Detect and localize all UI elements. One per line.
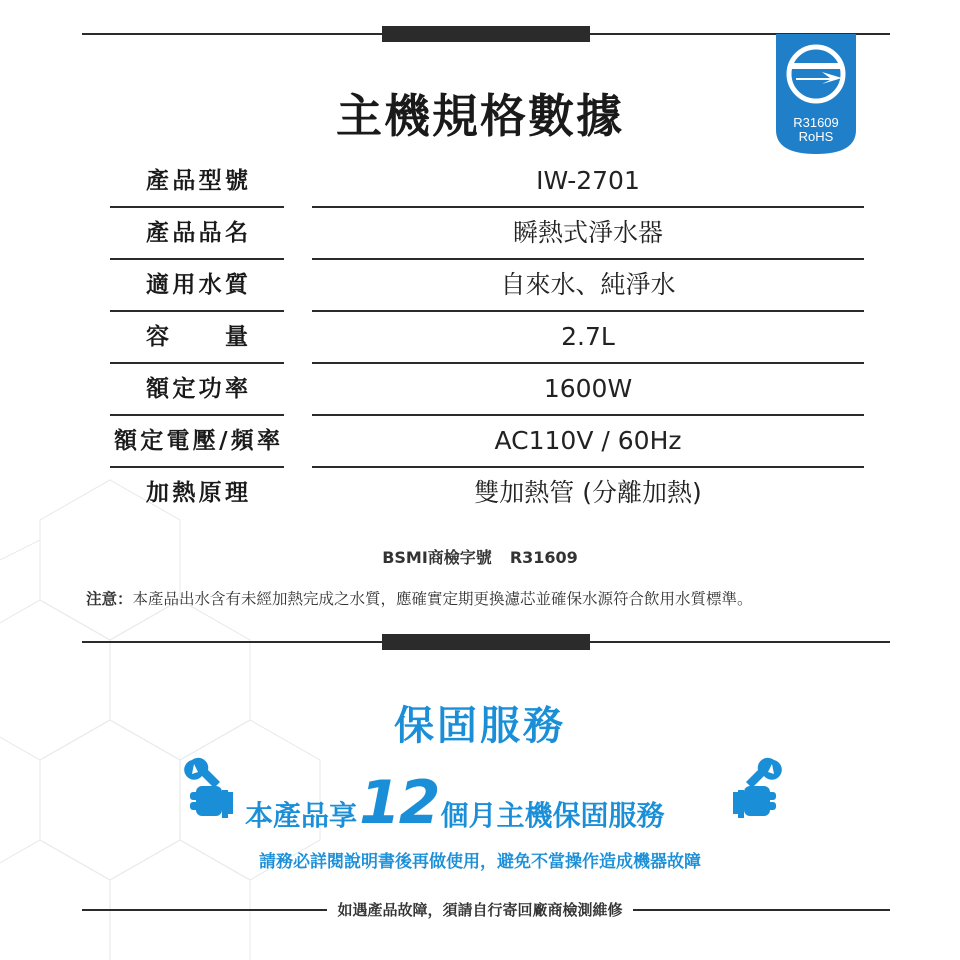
section-rule-right (590, 641, 890, 643)
page-title: 主機規格數據 (336, 89, 624, 143)
bsmi-label: BSMI商檢字號 (382, 548, 492, 567)
section-rule-block (382, 634, 590, 650)
bsmi-code: R31609 (509, 548, 578, 567)
bsmi-badge (776, 34, 856, 154)
spec-label: 額定電壓/頻率 (114, 428, 280, 454)
notice-text (86, 587, 906, 609)
spec-row (110, 260, 864, 312)
repair-text: 如遇產品故障，須請自行寄回廠商檢測維修 (327, 901, 632, 919)
spec-row (110, 156, 864, 208)
promo-after: 個月主機保固服務 (440, 799, 665, 832)
badge-code: R31609 (793, 115, 839, 130)
repair-notice (0, 899, 960, 920)
warranty-promo (245, 756, 665, 836)
spec-label: 產品品名 (146, 220, 248, 246)
bsmi-number (0, 545, 960, 568)
spec-label: 額定功率 (146, 376, 248, 402)
spec-value: 自來水、純淨水 (500, 270, 676, 299)
header-rule-block (382, 26, 590, 42)
notice-body: 本產品出水含有未經加熱完成之水質，應確實定期更換濾芯並確保水源符合飲用水質標準。 (132, 590, 753, 608)
badge-rohs: RoHS (798, 129, 834, 144)
spec-label: 適用水質 (146, 272, 248, 298)
spec-value: AC110V / 60Hz (494, 426, 682, 455)
section-rule-left (82, 641, 382, 643)
spec-value: IW-2701 (536, 166, 640, 195)
spec-value: 雙加熱管 (分離加熱) (474, 478, 702, 507)
spec-label: 產品型號 (146, 168, 248, 194)
spec-row (110, 208, 864, 260)
warranty-title: 保固服務 (394, 703, 566, 749)
usage-instruction: 請務必詳閱說明書後再做使用，避免不當操作造成機器故障 (259, 852, 701, 872)
wrench-hand-icon (178, 756, 238, 826)
spec-label: 加熱原理 (146, 480, 248, 506)
header-rule-left (82, 33, 382, 35)
notice-prefix: 注意： (86, 590, 133, 608)
spec-row (110, 312, 864, 364)
spec-row (110, 468, 864, 520)
spec-row (110, 364, 864, 416)
spec-row (110, 416, 864, 468)
promo-number: 12 (359, 768, 439, 838)
spec-value: 1600W (543, 374, 633, 403)
spec-value: 2.7L (561, 322, 615, 351)
promo-before: 本產品享 (245, 799, 358, 832)
spec-value: 瞬熱式淨水器 (512, 218, 663, 247)
spec-label: 容 量 (146, 324, 248, 350)
wrench-hand-icon (728, 756, 788, 826)
